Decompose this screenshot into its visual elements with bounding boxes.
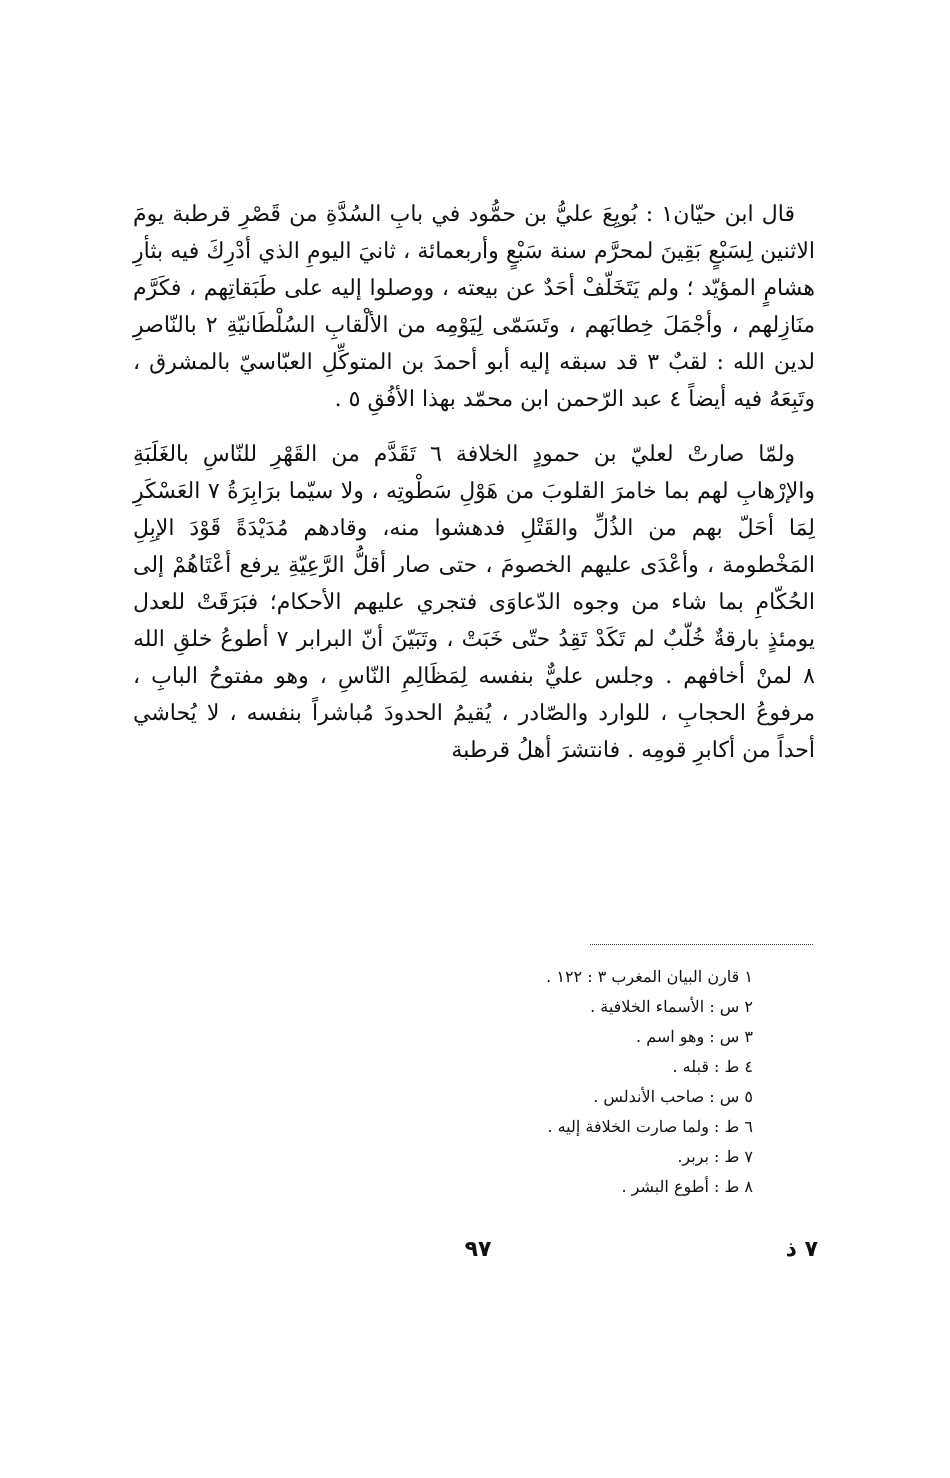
- footnote-3: ٣ س : وهو اسم .: [636, 1027, 753, 1046]
- footnote-8: ٨ ط : أطوع البشر .: [621, 1177, 753, 1196]
- footnote-separator: [590, 944, 813, 945]
- footnote-7: ٧ ط : بربر.: [677, 1147, 753, 1166]
- footnote-1: ١ قارن البيان المغرب ٣ : ١٢٢ .: [546, 967, 753, 986]
- page-number: ٩٧: [464, 1237, 492, 1262]
- paragraph-2: ولمّا صارتْ لعليّ بن حمودٍ الخلافة ٦ تَقَدَّم من القَهْرِ للنّاسِ بالغَلَبَةِ والإرْهابِ لهم بما خامرَ القلوبَ من هَوْلِ سَطْوتِه ، ولا سيّما برَابِرَةُ ٧ العَسْكَرِ لِمَا أحَلّ بهم من الذُلِّ والقَتْلِ فدهشوا منه، وقادهم مُدَيْدَةً قَوْدَ الإبِلِ المَخْطومة ، وأعْدَى عليهم الخصومَ ، حتى صار أقلُّ الرَّعِيّةِ يرفع أعْتَاهُمْ إلى الحُكّامِ بما شاء من وجوه الدّعاوَى فتجري عليهم الأحكام؛ فبَرَقَتْ للعدل يومئذٍ بارقةٌ خُلّبٌ لم تَكَدْ تَقِدُ حتّى خَبَتْ ، وتَبَيّنَ أنّ البرابر ٧ أطوعُ خلقِ الله ٨ لمنْ أخافهم . وجلس عليٌّ بنفسه لِمَظَالِمِ النّاسِ ، وهو مفتوحُ البابِ ، مرفوعُ الحجابِ ، للوارد والصّادر ، يُقيمُ الحدودَ مُباشراً بنفسه ، لا يُحاشي أحداً من أكابرِ قومِه . فانتشرَ أهلُ قرطبة: [133, 442, 815, 763]
- footnote-5: ٥ س : صاحب الأندلس .: [593, 1087, 753, 1106]
- footnote-4: ٤ ط : قبله .: [672, 1057, 753, 1076]
- footnotes-list: [253, 962, 753, 1202]
- footnote-2: ٢ س : الأسماء الخلافية .: [590, 997, 753, 1016]
- footnote-6: ٦ ط : ولما صارت الخلافة إليه .: [547, 1117, 753, 1136]
- paragraph-1: قال ابن حيّان١ : بُويِعَ عليُّ بن حمُّود في بابِ السُدَّةِ من قَصْرِ قرطبة يومَ الاثنين لِسَبْعٍ بَقِينَ لمحرَّم سنة سَبْعٍ وأربعمائة ، ثانيَ اليومِ الذي أدْرِكَ فيه بثأرِ هشامٍ المؤيّد ؛ ولم يَتَخَلّفْ أحَدٌ عن بيعته ، ووصلوا إليه على طَبَقاتِهم ، فكَرَّم منَازِلهم ، وأجْمَلَ خِطابَهم ، وتَسَمّى لِيَوْمِه من الألْقابِ السُلْطَانيّةِ ٢ بالنّاصرِ لدين الله : لقبٌ ٣ قد سبقه إليه أبو أحمدَ بن المتوكِّلِ العبّاسيّ بالمشرق ، وتَبِعَهُ فيه أيضاً ٤ عبد الرّحمن ابن محمّد بهذا الأفُقِ ٥ .: [133, 202, 815, 412]
- signature-mark: ٧ ذ: [785, 1237, 818, 1262]
- main-text: [133, 196, 815, 769]
